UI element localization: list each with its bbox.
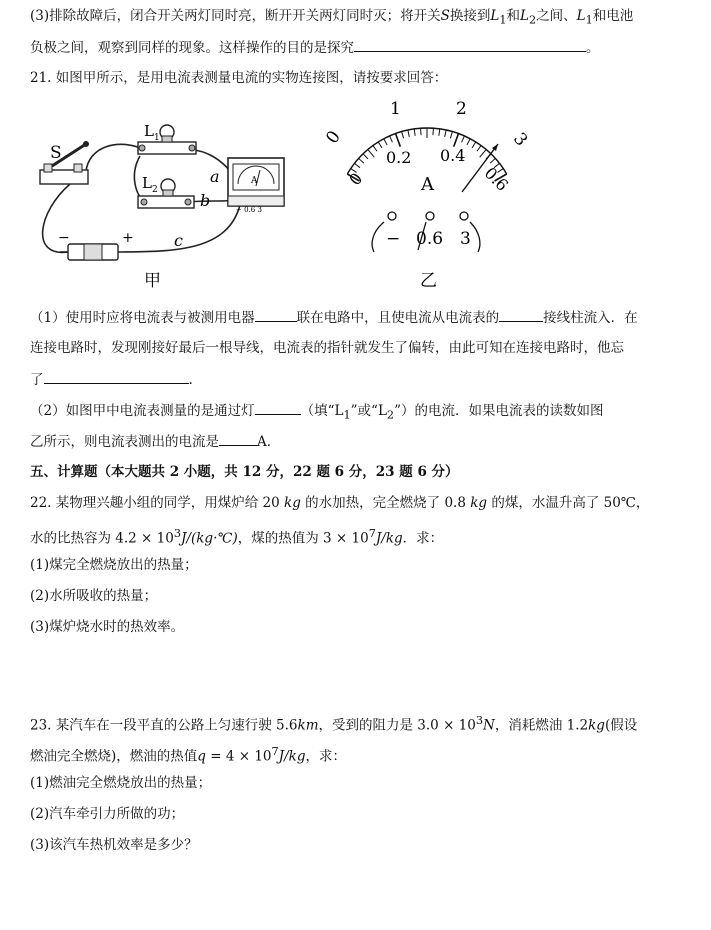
- q21-part2-line1: [30, 400, 604, 426]
- terminal-minus-icon: [388, 212, 396, 220]
- text-segment: ”或“L: [350, 403, 387, 419]
- unit: kg: [588, 717, 605, 734]
- text-segment: （填“L: [300, 403, 344, 419]
- text-segment: 了: [30, 372, 44, 388]
- switch-symbol: S: [440, 8, 450, 24]
- scale-top-2: 2: [456, 99, 467, 119]
- scale-top-0: 0: [322, 127, 345, 148]
- text-segment: 的水加热，完全燃烧了 0.8: [300, 495, 471, 511]
- answer-blank[interactable]: [44, 369, 189, 384]
- figure-jia-circuit: [28, 92, 300, 292]
- label-l1: $L_1$: [144, 122, 160, 143]
- text-segment: A．: [257, 434, 281, 450]
- dial-tick: [454, 134, 459, 147]
- lamp-symbol: L: [520, 8, 529, 24]
- scale-bottom-3: 0.6: [480, 163, 513, 195]
- terminal-0.6-icon: [426, 212, 434, 220]
- unit: kg: [470, 495, 488, 511]
- unit: J/kg: [375, 530, 403, 547]
- wire-b: [188, 200, 234, 202]
- dial-case-right: [470, 222, 480, 252]
- q23-sub2: (2)汽车牵引力所做的功；: [30, 806, 185, 822]
- subscript: 1: [585, 13, 593, 27]
- q22-sub1: (1)煤完全燃烧放出的热量；: [30, 557, 198, 573]
- dial-tick: [472, 142, 476, 148]
- dial-tick: [467, 139, 470, 145]
- dial-tick: [363, 154, 368, 159]
- q20-part3-line1: [30, 6, 633, 31]
- dial-tick: [462, 136, 465, 142]
- caption-yi: 乙: [420, 271, 437, 291]
- scale-bottom-1: 0.2: [386, 148, 412, 167]
- superscript: 7: [271, 745, 279, 758]
- subscript: 2: [528, 13, 537, 27]
- q21-part2-line2: [30, 431, 280, 452]
- dial-tick: [450, 132, 452, 139]
- terminal-label-minus: −: [386, 229, 401, 249]
- unit: J/kg: [278, 748, 306, 765]
- text-segment: 燃油完全燃烧)，燃油的热值: [30, 748, 198, 765]
- dial-tick: [355, 163, 361, 167]
- subscript: 1: [499, 13, 507, 27]
- text-segment: 23. 某汽车在一段平直的公路上匀速行驶 5.6: [30, 717, 298, 734]
- text-segment: 乙所示，则电流表测出的电流是: [30, 434, 219, 450]
- q21-part1-line1: [30, 307, 638, 328]
- unit: N: [483, 717, 495, 734]
- lamp-symbol: L: [576, 8, 586, 24]
- wire-label-c: c: [174, 231, 183, 250]
- q20-part3-line2: [30, 37, 600, 58]
- q22-sub3: (3)煤炉烧水时的热效率。: [30, 619, 185, 635]
- text-segment: ，求：: [305, 748, 346, 765]
- unit: km: [297, 717, 319, 734]
- caption-jia: 甲: [144, 271, 161, 291]
- terminal-label-3: 3: [460, 229, 471, 249]
- battery-minus: −: [58, 230, 70, 246]
- subscript: 2: [386, 408, 395, 422]
- answer-blank[interactable]: [499, 307, 543, 322]
- scale-bottom-2: 0.4: [440, 146, 466, 165]
- q23-sub1: (1)燃油完全燃烧放出的热量；: [30, 775, 212, 791]
- superscript: 7: [368, 527, 376, 540]
- text-segment: (假设: [604, 717, 638, 734]
- text-segment: 水的比热容为 4.2 × 10: [30, 530, 174, 547]
- superscript: 3: [475, 714, 484, 727]
- figure-yi-ammeter-dial: [322, 92, 532, 292]
- text-segment: 和电池: [592, 8, 634, 24]
- wire-switch-to-l1: [86, 144, 145, 172]
- q21-stem: 21. 如图甲所示，是用电流表测量电流的实物连接图，请按要求回答：: [30, 70, 448, 86]
- section-5-title: 五、计算题（本大题共 2 小题，共 12 分，22 题 6 分，23 题 6 分）: [30, 464, 459, 480]
- text-segment: 和: [506, 8, 521, 24]
- dial-tick: [414, 129, 415, 136]
- answer-blank[interactable]: [255, 400, 301, 415]
- q21-part1-line3: [30, 369, 193, 390]
- variable: q: [197, 748, 206, 765]
- q22-sub2: (2)水所吸收的热量；: [30, 588, 158, 604]
- battery-plus: +: [122, 230, 134, 246]
- text-segment: （1）使用时应将电流表与被测用电器: [30, 310, 255, 326]
- dial-tick: [359, 158, 364, 163]
- text-segment: 接线柱流入．在: [543, 310, 638, 326]
- switch: [40, 141, 89, 184]
- dial-tick: [439, 129, 440, 136]
- text-segment: 22. 某物理兴趣小组的同学，用煤炉给 20: [30, 495, 285, 511]
- q22-line1: [30, 493, 649, 513]
- q23-sub3: (3)该汽车热机效率是多少？: [30, 837, 198, 853]
- q21-part1-line2: 连接电路时，发现刚接好最后一根导线，电流表的指针就发生了偏转，由此可知在连接电路时，他忘: [30, 340, 624, 356]
- text-segment: = 4 × 10: [205, 748, 272, 765]
- superscript: 3: [173, 527, 182, 540]
- scale-top-1: 1: [390, 99, 401, 119]
- scale-bottom-0: 0: [345, 169, 367, 190]
- text-segment: 换接到: [449, 8, 491, 24]
- answer-blank[interactable]: [219, 431, 257, 446]
- text-segment: ，受到的阻力是 3.0 × 10: [318, 717, 476, 734]
- answer-blank[interactable]: [354, 37, 586, 52]
- ammeter-label: A: [251, 176, 258, 186]
- text-segment: 的煤，水温升高了 50℃，: [487, 495, 650, 511]
- text-segment: ，煤的热值为 3 × 10: [237, 530, 369, 547]
- q23-line1: [30, 711, 637, 736]
- q22-line2: [30, 524, 443, 549]
- dial-unit: A: [421, 174, 434, 195]
- dial-tick: [480, 150, 486, 158]
- dial-tick: [445, 130, 446, 137]
- text-segment: 负极之间，观察到同样的现象。这样操作的目的是探究: [30, 40, 354, 56]
- wire-label-b: b: [200, 191, 211, 210]
- q23-line2: [30, 742, 346, 767]
- text-segment: 之间、: [536, 8, 577, 24]
- ammeter-terminals: − 0.6 3: [236, 206, 262, 214]
- lamp-symbol: L: [490, 8, 500, 24]
- text-segment: .: [188, 372, 193, 388]
- text-segment: (3)排除故障后，闭合开关两灯同时亮，断开开关两灯同时灭；将开关: [30, 8, 441, 24]
- label-l2: $L_2$: [142, 174, 158, 195]
- dial-tick: [402, 132, 404, 139]
- dial-tick: [390, 136, 393, 142]
- subscript: 1: [343, 408, 351, 422]
- dial-tick: [396, 134, 401, 147]
- text-segment: 联在电路中，且使电流从电流表的: [296, 310, 500, 326]
- dial-tick: [477, 146, 481, 152]
- text-segment: ”）的电流．如果电流表的读数如图: [394, 403, 604, 419]
- dial-tick: [378, 142, 382, 148]
- battery: [68, 244, 118, 260]
- wire-label-a: a: [210, 167, 220, 186]
- text-segment: ，消耗燃油 1.2: [494, 717, 589, 734]
- terminal-label-0.6: 0.6: [416, 229, 444, 249]
- dial-tick: [490, 158, 495, 163]
- dial-case-left: [372, 222, 384, 252]
- terminal-3-icon: [460, 212, 468, 220]
- dial-tick: [408, 130, 409, 137]
- text-segment: （2）如图甲中电流表测量的是通过灯: [30, 403, 255, 419]
- unit: kg: [284, 495, 301, 511]
- dial-tick: [368, 150, 374, 158]
- scale-top-3: 3: [509, 129, 532, 151]
- dial-tick: [384, 139, 387, 145]
- text-segment: 。: [586, 40, 600, 56]
- text-segment: ．求：: [402, 530, 444, 547]
- dial-tick: [373, 146, 377, 152]
- answer-blank[interactable]: [255, 307, 297, 322]
- unit: J/(kg·℃): [181, 530, 238, 547]
- label-s: S: [50, 143, 62, 163]
